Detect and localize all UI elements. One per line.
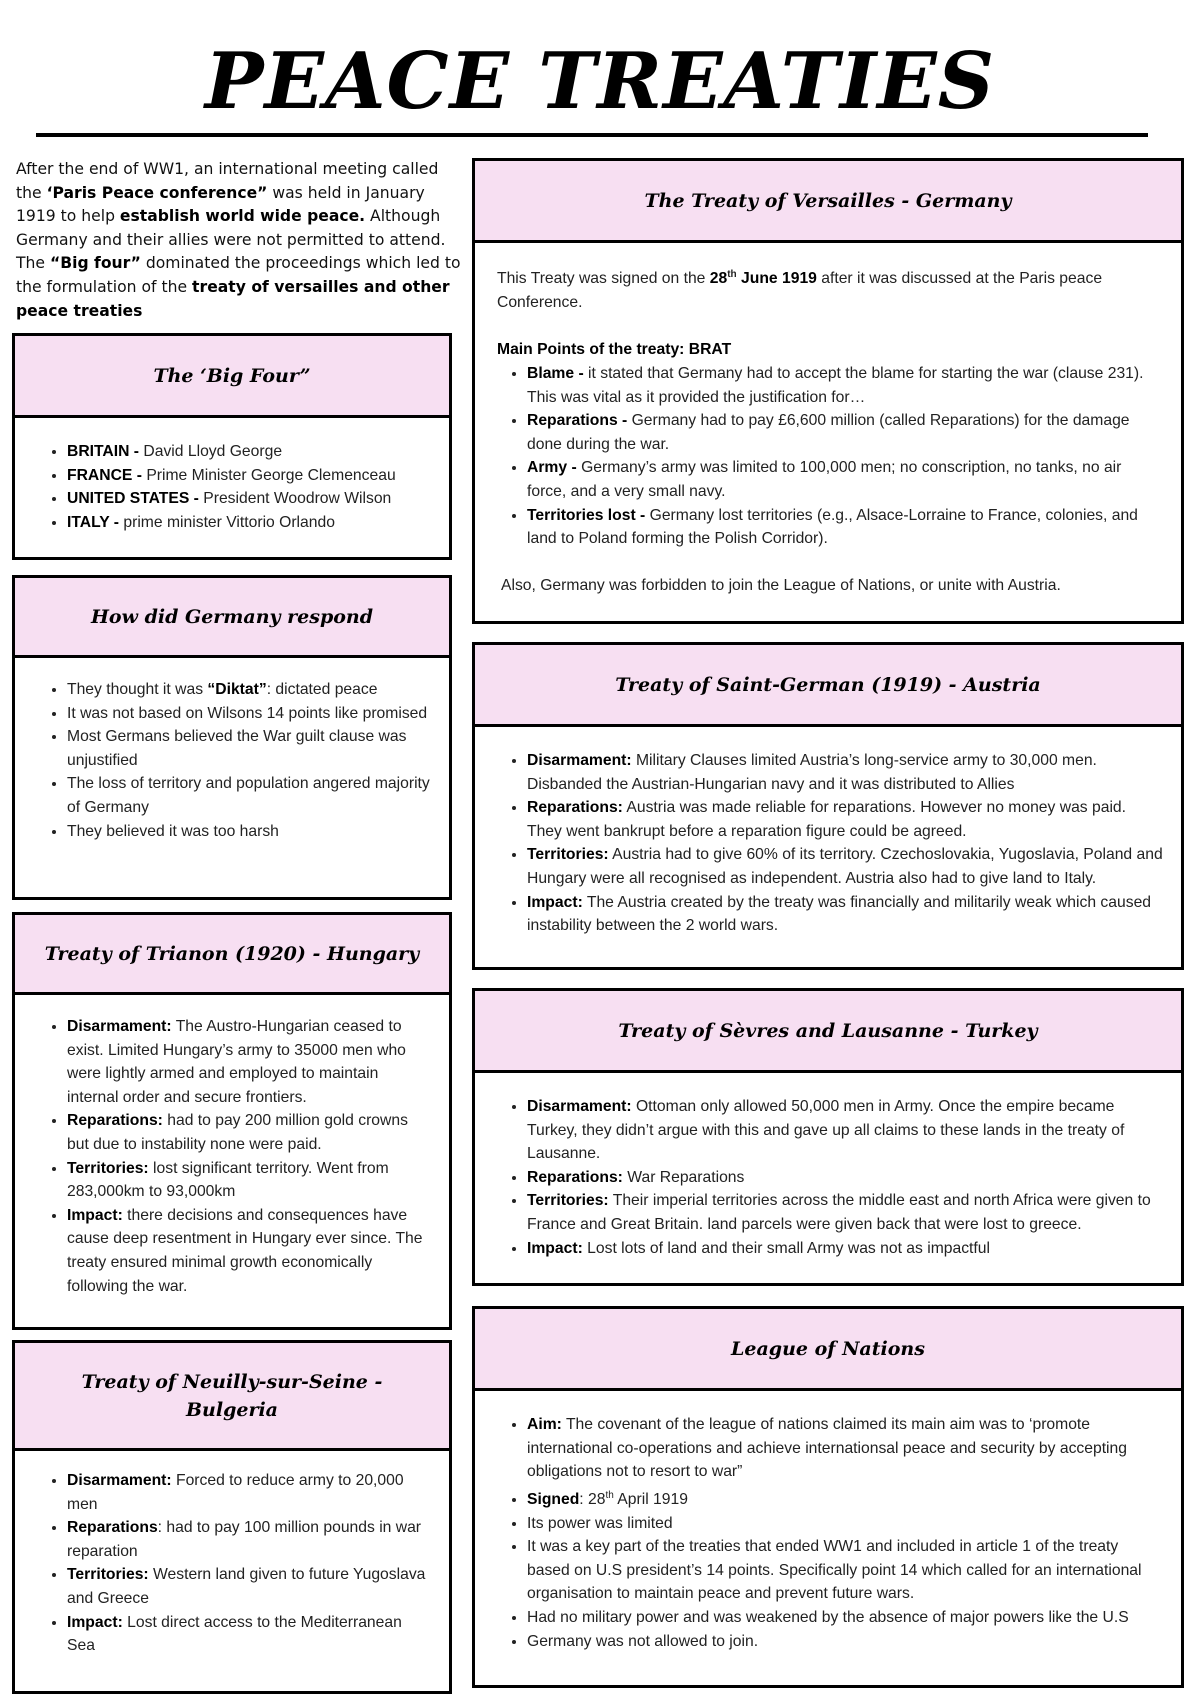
- saint-german-header: [475, 645, 1181, 727]
- text-run: th: [605, 1489, 614, 1501]
- versailles-header: [475, 161, 1181, 243]
- list-item: [67, 725, 431, 772]
- versailles-list: [497, 362, 1163, 551]
- big-four-body: [15, 418, 449, 544]
- bold-text-run: th: [727, 269, 737, 280]
- bold-text-run: “Diktat”: [207, 681, 267, 698]
- text-run: had to pay 200 million gold crowns but due to instability none were paid.: [67, 1112, 408, 1153]
- bold-text-run: 28: [709, 270, 728, 288]
- neuilly-heading-line1: Treaty of Neuilly-sur-Seine -: [81, 1370, 383, 1393]
- league-card: [472, 1306, 1184, 1688]
- saint-german-heading: Treaty of Saint-German (1919) - Austria: [615, 673, 1041, 696]
- trianon-card: [12, 912, 452, 1330]
- page-title: PEACE TREATIES: [204, 36, 996, 127]
- text-run: The loss of territory and population angered majority of Germany: [67, 775, 430, 816]
- list-item: [527, 1166, 1163, 1190]
- sevres-header: [475, 991, 1181, 1073]
- list-item: [67, 1611, 431, 1658]
- versailles-footer: Also, Germany was forbidden to join the League of Nations, or unite with Austria.: [501, 576, 1061, 594]
- text-run: Germany lost territories (e.g., Alsace-Lorraine to France, colonies, and land to Poland forming the Polish Corridor).: [527, 506, 1138, 548]
- text-run: there decisions and consequences have cause deep resentment in Hungary ever since. The treaty ensured minimal growth economically following the war.: [67, 1206, 423, 1295]
- bold-text-run: establish world wide peace.: [119, 207, 366, 226]
- bold-text-run: Impact:: [527, 1239, 583, 1257]
- text-run: War Reparations: [622, 1168, 745, 1186]
- bold-text-run: Impact:: [67, 1613, 123, 1631]
- text-run: : had to pay 100 million pounds in war reparation: [67, 1519, 422, 1560]
- text-run: Most Germans believed the War guilt clause was unjustified: [67, 728, 407, 769]
- text-run: Its power was limited: [527, 1514, 673, 1532]
- text-run: Their imperial territories across the middle east and north Africa were given to France and Great Britain. land parcels were given back that were lost to greece.: [527, 1192, 1151, 1233]
- versailles-main-points-label: Main Points of the treaty: BRAT: [497, 341, 732, 359]
- league-header: [475, 1309, 1181, 1391]
- list-item: [527, 796, 1163, 843]
- text-run: It was a key part of the treaties that ended WW1 and included in article 1 of the treaty based on U.S president’s 14 points. Specifically point 14 which called for an international organisation to maintain peace and prevent future wars.: [527, 1538, 1142, 1603]
- list-item: [527, 749, 1163, 796]
- bold-text-run: Reparations:: [67, 1112, 163, 1130]
- versailles-body: [475, 243, 1181, 607]
- bold-text-run: Army -: [527, 459, 582, 477]
- germany-respond-heading: How did Germany respond: [90, 605, 374, 628]
- list-item: [527, 1606, 1163, 1630]
- bold-text-run: FRANCE -: [67, 466, 147, 484]
- versailles-heading: The Treaty of Versailles - Germany: [644, 189, 1012, 212]
- list-item: [527, 362, 1163, 409]
- text-run: Forced to reduce army to 20,000 men: [67, 1472, 404, 1513]
- neuilly-header: [15, 1343, 449, 1451]
- text-run: dominated the proceedings which led to the formulation of the: [16, 254, 461, 296]
- bold-text-run: Disarmament:: [67, 1472, 172, 1489]
- bold-text-run: Territories:: [527, 846, 609, 864]
- text-run: President Woodrow Wilson: [203, 490, 392, 508]
- text-run: prime minister Vittorio Orlando: [123, 513, 335, 531]
- text-run: was held in January 1919 to help: [16, 183, 425, 226]
- bold-text-run: Impact:: [527, 893, 583, 911]
- list-item: [527, 1630, 1163, 1654]
- text-run: it stated that Germany had to accept the blame for starting the war (clause 231). This was vital as it provided the justification for…: [527, 365, 1144, 406]
- text-run: The covenant of the league of nations claimed its main aim was to ‘promote international co-operations and achieve internationsal peace and security by accepting obligations not to resort to war”: [527, 1416, 1127, 1481]
- bold-text-run: ITALY -: [67, 513, 124, 531]
- text-run: : dictated peace: [266, 681, 378, 698]
- saint-german-list: [497, 749, 1163, 938]
- text-run: It was not based on Wilsons 14 points like promised: [67, 704, 428, 722]
- text-run: Although Germany and their allies were not permitted to attend. The: [16, 207, 446, 273]
- list-item: [527, 1189, 1163, 1236]
- list-item: [527, 1413, 1163, 1484]
- league-body: [475, 1391, 1181, 1663]
- list-item: [67, 1204, 431, 1298]
- bold-text-run: BRITAIN -: [67, 443, 144, 460]
- trianon-list: [37, 1015, 431, 1298]
- saint-german-card: [472, 642, 1184, 970]
- list-item: [527, 456, 1163, 503]
- bold-text-run: Signed: [527, 1491, 580, 1509]
- text-run: Austria was made reliable for reparations. However no money was paid. They went bankrupt before a reparation figure could be agreed.: [527, 799, 1127, 840]
- neuilly-heading-line2: Bulgeria: [185, 1398, 278, 1421]
- list-item: [527, 1535, 1163, 1606]
- text-run: David Lloyd George: [143, 443, 283, 460]
- list-item: [67, 772, 431, 819]
- text-run: Ottoman only allowed 50,000 men in Army. Once the empire became Turkey, they didn’t argue with this and gave up all claims to these lands in the treaty of Lausanne.: [527, 1098, 1125, 1163]
- list-item: [67, 1469, 431, 1516]
- list-item: [67, 464, 431, 488]
- sevres-card: [472, 988, 1184, 1286]
- list-item: [527, 891, 1163, 938]
- bold-text-run: ‘Paris Peace conference”: [46, 183, 268, 202]
- text-run: Germany was not allowed to join.: [527, 1632, 759, 1650]
- text-run: This Treaty was signed on the: [497, 270, 710, 288]
- list-item: [527, 1095, 1163, 1166]
- text-run: Western land given to future Yugoslava and Greece: [67, 1566, 426, 1607]
- text-run: The Austro-Hungarian ceased to exist. Limited Hungary’s army to 35000 men who were lightly armed and employed to maintain internal order and secure frontiers.: [67, 1018, 406, 1106]
- bold-text-run: Disarmament:: [527, 1098, 632, 1115]
- bold-text-run: Impact:: [67, 1206, 123, 1224]
- list-item: [527, 1484, 1163, 1512]
- big-four-card: [12, 333, 452, 560]
- text-run: Germany had to pay £6,600 million (called Reparations) for the damage done during the war.: [527, 412, 1130, 453]
- list-item: [527, 1237, 1163, 1261]
- list-item: [527, 1512, 1163, 1536]
- list-item: [67, 820, 431, 844]
- list-item: [67, 1157, 431, 1204]
- bold-text-run: Disarmament:: [527, 752, 632, 769]
- sevres-list: [497, 1095, 1163, 1260]
- text-run: Germany’s army was limited to 100,000 men; no conscription, no tanks, no air force, and a very small navy.: [527, 459, 1122, 500]
- germany-respond-header: [15, 578, 449, 658]
- list-item: [67, 702, 431, 726]
- neuilly-card: [12, 1340, 452, 1694]
- trianon-heading: Treaty of Trianon (1920) - Hungary: [44, 942, 420, 965]
- versailles-signed-text: [497, 263, 1163, 314]
- sevres-body: [475, 1073, 1181, 1270]
- text-run: April 1919: [613, 1491, 688, 1509]
- bold-text-run: Aim:: [527, 1416, 562, 1433]
- bold-text-run: Territories:: [67, 1566, 149, 1584]
- list-item: [527, 409, 1163, 456]
- neuilly-body: [15, 1451, 449, 1668]
- league-heading: League of Nations: [731, 1337, 925, 1360]
- big-four-list: [37, 440, 431, 534]
- bold-text-run: Reparations:: [527, 1168, 623, 1186]
- germany-respond-card: [12, 575, 452, 900]
- list-item: [67, 440, 431, 464]
- saint-german-body: [475, 727, 1181, 948]
- germany-respond-list: [37, 678, 431, 843]
- league-list: [497, 1413, 1163, 1653]
- list-item: [67, 1563, 431, 1610]
- bold-text-run: Territories:: [527, 1192, 609, 1210]
- list-item: [527, 843, 1163, 890]
- bold-text-run: Disarmament:: [67, 1018, 172, 1035]
- bold-text-run: Reparations: [67, 1519, 158, 1537]
- list-item: [527, 504, 1163, 551]
- list-item: [67, 1109, 431, 1156]
- big-four-heading: The ‘Big Four”: [153, 364, 311, 387]
- text-run: Lost direct access to the Mediterranean Sea: [67, 1613, 402, 1655]
- neuilly-list: [37, 1469, 431, 1658]
- text-run: They believed it was too harsh: [67, 822, 279, 840]
- list-item: [67, 678, 431, 702]
- text-run: After the end of WW1, an international meeting called the: [16, 160, 439, 202]
- title-divider: [36, 133, 1148, 137]
- bold-text-run: Reparations -: [527, 412, 632, 430]
- list-item: [67, 487, 431, 511]
- text-run: lost significant territory. Went from 283,000km to 93,000km: [67, 1159, 389, 1201]
- sevres-heading: Treaty of Sèvres and Lausanne - Turkey: [618, 1019, 1038, 1042]
- text-run: after it was discussed at the Paris peace Conference.: [497, 270, 1103, 311]
- bold-text-run: UNITED STATES -: [67, 490, 204, 508]
- text-run: The Austria created by the treaty was financially and militarily weak which caused instability between the 2 world wars.: [527, 893, 1152, 935]
- versailles-card: [472, 158, 1184, 624]
- trianon-header: [15, 915, 449, 995]
- text-run: Austria had to give 60% of its territory. Czechoslovakia, Yugoslavia, Poland and Hungary were all recognised as independent. Austria also had to give land to Italy.: [527, 846, 1163, 887]
- list-item: [67, 1015, 431, 1109]
- bold-text-run: Reparations:: [527, 799, 623, 817]
- text-run: : 28: [579, 1491, 606, 1509]
- text-run: Military Clauses limited Austria’s long-service army to 30,000 men. Disbanded the Austrian-Hungarian navy and it was distributed to Allies: [527, 752, 1097, 793]
- text-run: Had no military power and was weakened by the absence of major powers like the U.S: [527, 1608, 1129, 1626]
- bold-text-run: “Big four”: [49, 254, 141, 273]
- bold-text-run: Territories lost -: [527, 506, 650, 524]
- intro-paragraph: [16, 158, 468, 323]
- bold-text-run: Blame -: [527, 365, 589, 383]
- germany-respond-body: [15, 658, 449, 853]
- trianon-body: [15, 995, 449, 1308]
- text-run: Lost lots of land and their small Army was not as impactful: [582, 1239, 990, 1257]
- big-four-header: [15, 336, 449, 418]
- list-item: [67, 1516, 431, 1563]
- list-item: [67, 511, 431, 535]
- text-run: They thought it was: [67, 681, 208, 698]
- text-run: Prime Minister George Clemenceau: [146, 466, 396, 484]
- bold-text-run: June 1919: [736, 270, 817, 288]
- bold-text-run: Territories:: [67, 1159, 149, 1177]
- bold-text-run: treaty of versailles and other peace treaties: [16, 277, 450, 320]
